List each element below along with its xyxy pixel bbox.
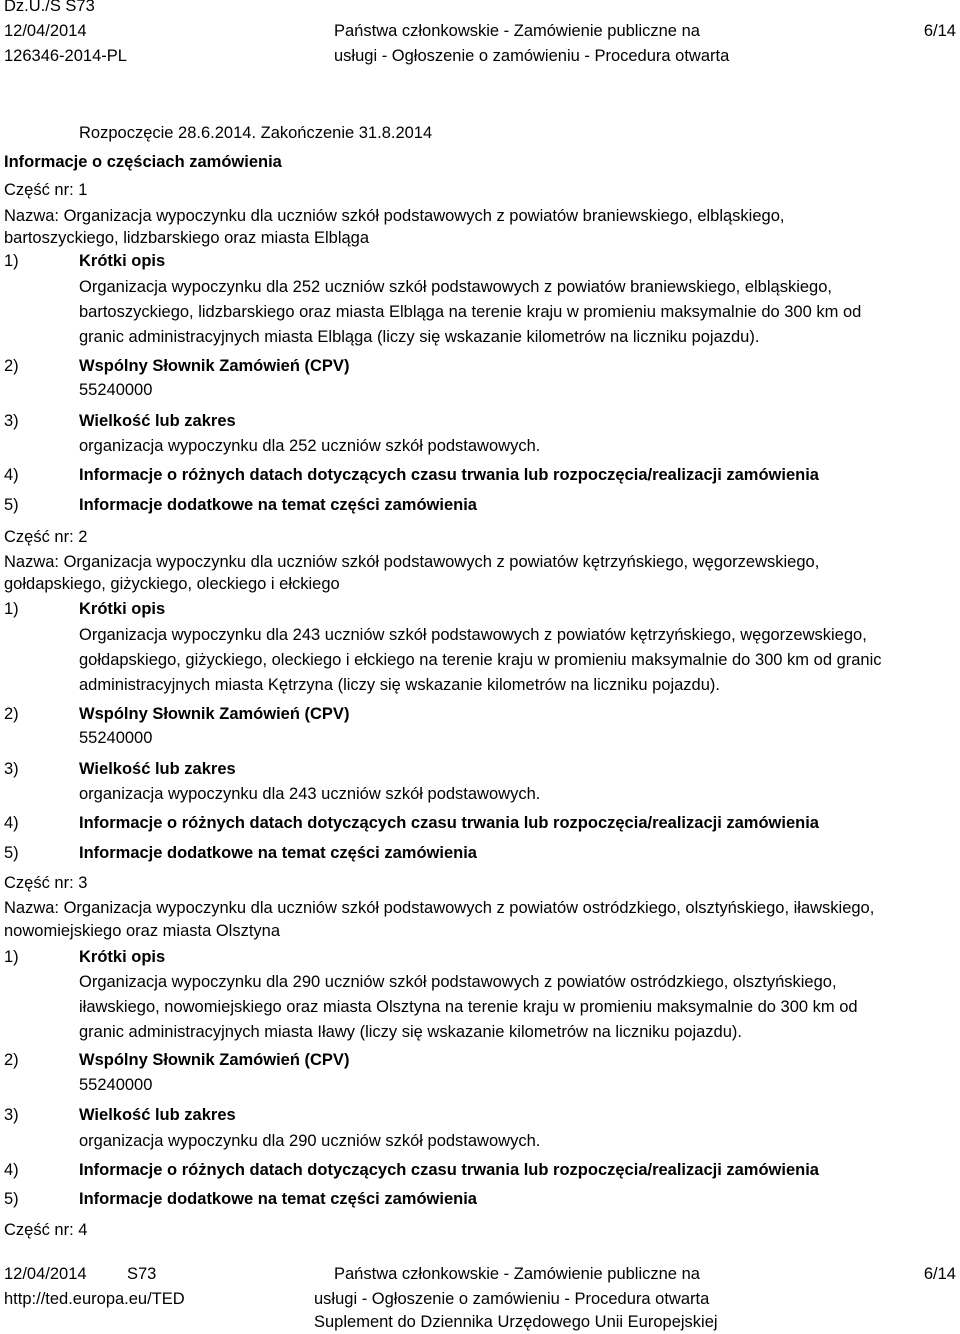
lot-number: Część nr: 1 xyxy=(4,181,88,199)
item-title: Wielkość lub zakres xyxy=(79,412,236,430)
item-title: Wspólny Słownik Zamówień (CPV) xyxy=(79,1051,350,1069)
short-description: bartoszyckiego, lidzbarskiego oraz miasta Elbląga na terenie kraju w promieniu maksymalnie do 300 km od xyxy=(79,303,862,321)
item-number: 5) xyxy=(4,496,19,514)
short-description: granic administracyjnych miasta Iławy (liczy się wskazanie kilometrów na liczniku pojazdu). xyxy=(79,1023,742,1041)
footer-page-number: 6/14 xyxy=(923,1265,956,1283)
item-number: 5) xyxy=(4,1190,19,1208)
notice-ref: 126346-2014-PL xyxy=(4,47,127,65)
item-title: Krótki opis xyxy=(79,948,166,966)
lot-number: Część nr: 2 xyxy=(4,528,88,546)
short-description: granic administracyjnych miasta Elbląga (liczy się wskazanie kilometrów na liczniku pojazdu). xyxy=(79,328,760,346)
lot-name: Nazwa: Organizacja wypoczynku dla uczniów szkół podstawowych z powiatów ostródzkiego, olsztyńskiego, iławskiego, xyxy=(4,899,875,917)
lot-name: bartoszyckiego, lidzbarskiego oraz miasta Elbląga xyxy=(4,229,370,247)
header-title-line1: Państwa członkowskie - Zamówienie publiczne na xyxy=(334,22,700,40)
item-number: 2) xyxy=(4,357,19,375)
short-description: Organizacja wypoczynku dla 243 uczniów szkół podstawowych z powiatów kętrzyńskiego, węgorzewskiego, xyxy=(79,626,867,644)
footer-title-line1: Państwa członkowskie - Zamówienie publiczne na xyxy=(334,1265,700,1283)
item-number: 3) xyxy=(4,760,19,778)
footer-issue: S73 xyxy=(127,1265,157,1283)
item-number: 1) xyxy=(4,948,19,966)
section-title: Informacje o częściach zamówienia xyxy=(4,153,282,171)
short-description: Organizacja wypoczynku dla 252 uczniów szkół podstawowych z powiatów braniewskiego, elbląskiego, xyxy=(79,278,832,296)
cpv-code: 55240000 xyxy=(79,729,153,747)
header-page-number: 6/14 xyxy=(923,22,956,40)
lot-name: Nazwa: Organizacja wypoczynku dla uczniów szkół podstawowych z powiatów braniewskiego, elbląskiego, xyxy=(4,207,785,225)
lot-number: Część nr: 3 xyxy=(4,874,88,892)
short-description: gołdapskiego, giżyckiego, oleckiego i ełckiego na terenie kraju w promieniu maksymalnie do 300 km od granic xyxy=(79,651,882,669)
scope-value: organizacja wypoczynku dla 290 uczniów szkół podstawowych. xyxy=(79,1132,541,1150)
item-title: Wspólny Słownik Zamówień (CPV) xyxy=(79,705,350,723)
journal-ref: Dz.U./S S73 xyxy=(4,0,95,15)
item-title: Informacje o różnych datach dotyczących czasu trwania lub rozpoczęcia/realizacji zamówienia xyxy=(79,814,819,832)
item-title: Krótki opis xyxy=(79,252,166,270)
item-title: Informacje dodatkowe na temat części zamówienia xyxy=(79,844,477,862)
footer-date: 12/04/2014 xyxy=(4,1265,87,1283)
scope-value: organizacja wypoczynku dla 243 uczniów szkół podstawowych. xyxy=(79,785,541,803)
item-title: Wielkość lub zakres xyxy=(79,1106,236,1124)
lot-name: gołdapskiego, giżyckiego, oleckiego i ełckiego xyxy=(4,575,340,593)
footer-supplement: Suplement do Dziennika Urzędowego Unii Europejskiej xyxy=(314,1313,718,1331)
item-title: Wielkość lub zakres xyxy=(79,760,236,778)
short-description: iławskiego, nowomiejskiego oraz miasta Olsztyna na terenie kraju w promieniu maksymalnie do 300 km od xyxy=(79,998,858,1016)
item-title: Informacje o różnych datach dotyczących czasu trwania lub rozpoczęcia/realizacji zamówienia xyxy=(79,1161,819,1179)
item-number: 2) xyxy=(4,1051,19,1069)
item-title: Informacje dodatkowe na temat części zamówienia xyxy=(79,496,477,514)
item-number: 4) xyxy=(4,466,19,484)
item-title: Krótki opis xyxy=(79,600,166,618)
cpv-code: 55240000 xyxy=(79,381,153,399)
lot-number: Część nr: 4 xyxy=(4,1221,88,1239)
item-number: 4) xyxy=(4,1161,19,1179)
item-title: Wspólny Słownik Zamówień (CPV) xyxy=(79,357,350,375)
item-number: 1) xyxy=(4,252,19,270)
short-description: administracyjnych miasta Kętrzyna (liczy się wskazanie kilometrów na liczniku pojazdu). xyxy=(79,676,720,694)
footer-link[interactable]: http://ted.europa.eu/TED xyxy=(4,1290,185,1308)
item-number: 4) xyxy=(4,814,19,832)
item-number: 2) xyxy=(4,705,19,723)
item-number: 5) xyxy=(4,844,19,862)
contract-dates: Rozpoczęcie 28.6.2014. Zakończenie 31.8.2014 xyxy=(79,124,433,142)
short-description: Organizacja wypoczynku dla 290 uczniów szkół podstawowych z powiatów ostródzkiego, olsztyńskiego, xyxy=(79,973,837,991)
cpv-code: 55240000 xyxy=(79,1076,153,1094)
item-number: 3) xyxy=(4,1106,19,1124)
item-number: 3) xyxy=(4,412,19,430)
lot-name: Nazwa: Organizacja wypoczynku dla uczniów szkół podstawowych z powiatów kętrzyńskiego, węgorzewskiego, xyxy=(4,553,820,571)
item-title: Informacje dodatkowe na temat części zamówienia xyxy=(79,1190,477,1208)
header-date: 12/04/2014 xyxy=(4,22,87,40)
item-number: 1) xyxy=(4,600,19,618)
header-title-line2: usługi - Ogłoszenie o zamówieniu - Procedura otwarta xyxy=(334,47,730,65)
footer-title-line2: usługi - Ogłoszenie o zamówieniu - Procedura otwarta xyxy=(314,1290,710,1308)
scope-value: organizacja wypoczynku dla 252 uczniów szkół podstawowych. xyxy=(79,437,541,455)
item-title: Informacje o różnych datach dotyczących czasu trwania lub rozpoczęcia/realizacji zamówienia xyxy=(79,466,819,484)
lot-name: nowomiejskiego oraz miasta Olsztyna xyxy=(4,922,281,940)
